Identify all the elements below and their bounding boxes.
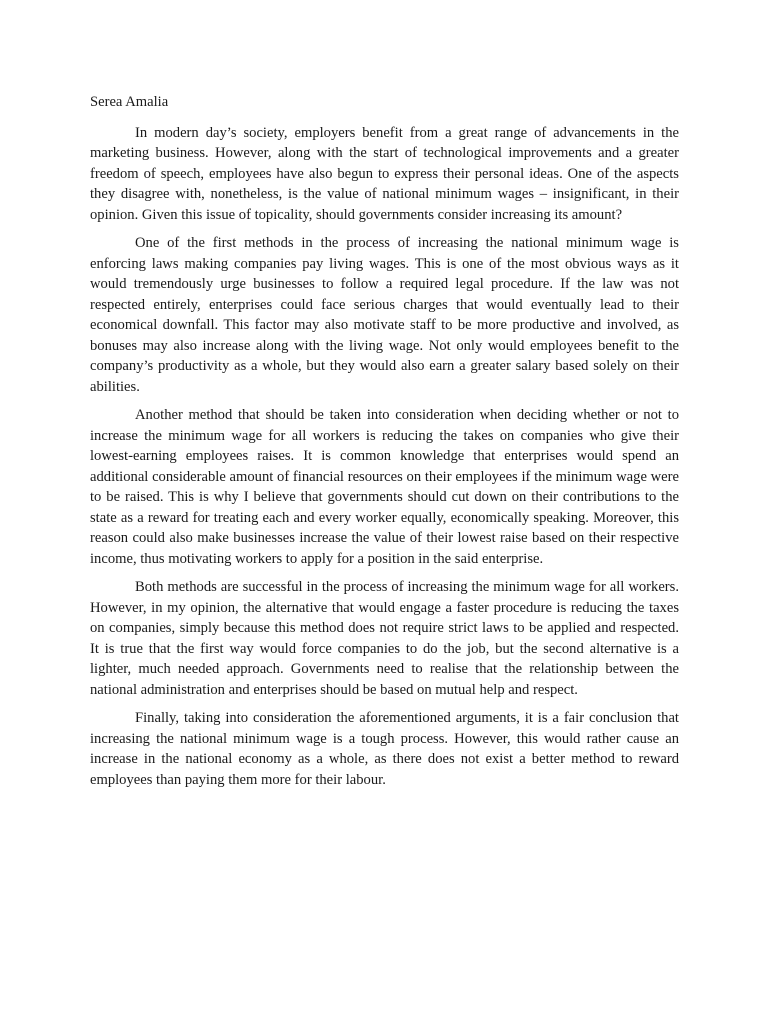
essay-body — [90, 92, 679, 798]
paragraph-first-method: One of the first methods in the process of increasing the national minimum wage is enforcing laws making companies pay living wages. This is one of the most obvious ways as it would tremendously urge businesses to follow a required legal procedure. If the law was not respected entirely, enterprises could face serious charges that would eventually lead to their economical downfall. This factor may also motivate staff to be more productive and involved, as bonuses may also increase along with the living wage. Not only would employees benefit to the company’s productivity as a whole, but they would also earn a greater salary based solely on their abilities. — [90, 235, 679, 395]
author-name: Serea Amalia — [90, 94, 169, 110]
paragraph-opinion: Both methods are successful in the process of increasing the minimum wage for all workers. However, in my opinion, the alternative that would engage a faster procedure is reducing the taxes on companies, simply because this method does not require strict laws to be applied and respected. It is true that the first way would force companies to do the job, but the second alternative is a lighter, much needed approach. Governments need to realise that the relationship between the national administration and enterprises should be based on mutual help and respect. — [90, 579, 679, 698]
paragraph-introduction: In modern day’s society, employers benefit from a great range of advancements in the marketing business. However, along with the start of technological improvements and a greater freedom of speech, employees have also begun to express their personal ideas. One of the aspects they disagree with, nonetheless, is the value of national minimum wages – insignificant, in their opinion. Given this issue of topicality, should governments consider increasing its amount? — [90, 124, 679, 223]
paragraph-conclusion: Finally, taking into consideration the aforementioned arguments, it is a fair conclusion that increasing the national minimum wage is a tough process. However, this would rather cause an increase in the national economy as a whole, as there does not exist a better method to reward employees than paying them more for their labour. — [90, 710, 679, 788]
paragraph-second-method: Another method that should be taken into consideration when deciding whether or not to increase the minimum wage for all workers is reducing the takes on companies who give their lowest-earning employees raises. It is common knowledge that enterprises would spend an additional considerable amount of financial resources on their employees if the minimum wage were to be raised. This is why I believe that governments should cut down on their contributions to the state as a reward for treating each and every worker equally, economically speaking. Moreover, this reason could also make businesses increase the value of their lowest raise based on their respective income, thus motivating workers to apply for a position in the said enterprise. — [90, 407, 679, 567]
